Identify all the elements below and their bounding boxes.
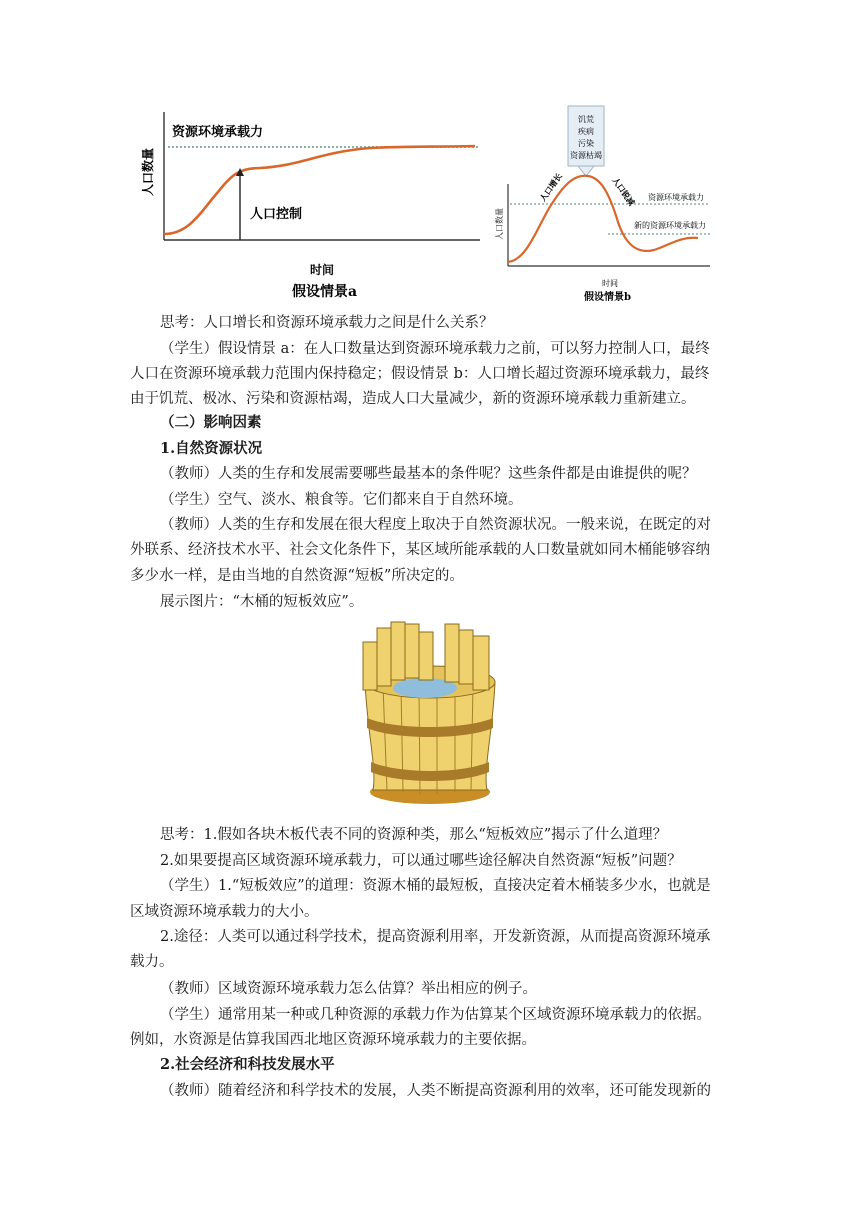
para-5a: （教师）人类的生存和发展在很大程度上取决于自然资源状况。一般来说，在既定的对 <box>160 517 711 533</box>
para-7: 思考：1.假如各块木板代表不同的资源种类，那么“短板效应”揭示了什么道理？ <box>160 827 668 843</box>
para-9b: 区域资源环境承载力的大小。 <box>130 904 319 920</box>
para-6: 展示图片：“木桶的短板效应”。 <box>160 594 364 610</box>
heading-factors: （二）影响因素 <box>160 414 262 431</box>
para-5b: 外联系、经济技术水平、社会文化条件下，某区域所能承载的人口数量就如同木桶能够容纳 <box>130 542 710 558</box>
x-label: 时间 <box>310 263 335 277</box>
caption-b: 假设情景b <box>584 292 631 303</box>
para-2b: 人口在资源环境承载力范围内保持稳定；假设情景 b：人口增长超过资源环境承载力，最终 <box>130 366 710 382</box>
fall-label: 人口锐减 <box>610 175 637 208</box>
caption-a: 假设情景a <box>292 284 358 300</box>
para-9a: （学生）1.“短板效应”的道理：资源木桶的最短板，直接决定着木桶装多少水，也就是 <box>160 878 711 894</box>
callout-3: 污染 <box>578 139 594 148</box>
para-12a: （学生）通常用某一种或几种资源的承载力作为估算某个区域资源环境承载力的依据。 <box>160 1007 711 1023</box>
control-label: 人口控制 <box>250 206 303 221</box>
figure-scenario-b <box>495 104 720 304</box>
population-curve <box>164 146 475 234</box>
para-2c: 由于饥荒、极冰、污染和资源枯竭，造成人口大量减少，新的资源环境承载力重新建立。 <box>130 391 696 407</box>
para-11: （教师）区域资源环境承载力怎么估算？举出相应的例子。 <box>160 981 537 997</box>
para-2a: （学生）假设情景 a：在人口数量达到资源环境承载力之前，可以努力控制人口，最终 <box>160 341 710 357</box>
x-label: 时间 <box>602 279 618 288</box>
capacity-label: 资源环境承载力 <box>172 124 264 139</box>
capacity-label: 资源环境承载力 <box>648 193 704 202</box>
rise-label: 人口增长 <box>538 171 564 204</box>
population-curve <box>508 176 698 262</box>
y-label: 人口数量 <box>141 147 155 196</box>
para-5c: 多少水一样，是由当地的自然资源“短板”所决定的。 <box>130 568 464 584</box>
heading-economy: 2.社会经济和科技发展水平 <box>160 1056 335 1073</box>
para-3: （教师）人类的生存和发展需要哪些最基本的条件呢？这些条件都是由谁提供的呢？ <box>160 466 697 482</box>
y-label: 人口数量 <box>495 208 504 240</box>
heading-natural: 1.自然资源状况 <box>160 440 263 457</box>
para-4: （学生）空气、淡水、粮食等。它们都来自于自然环境。 <box>160 492 523 508</box>
para-12b: 例如，水资源是估算我国西北地区资源环境承载力的主要依据。 <box>130 1032 536 1048</box>
callout-1: 饥荒 <box>578 115 594 124</box>
para-10b: 载力。 <box>130 954 174 970</box>
callout-2: 疾病 <box>578 127 594 136</box>
para-8: 2.如果要提高区域资源环境承载力，可以通过哪些途径解决自然资源“短板”问题？ <box>160 853 682 869</box>
wooden-barrel-illustration <box>355 620 505 810</box>
figure-scenario-a <box>140 100 490 300</box>
callout-4: 资源枯竭 <box>570 151 602 160</box>
para-10a: 2.途径：人类可以通过科学技术，提高资源利用率，开发新资源，从而提高资源环境承 <box>160 929 711 945</box>
new-capacity-label: 新的资源环境承载力 <box>634 221 706 230</box>
para-1: 思考：人口增长和资源环境承载力之间是什么关系？ <box>160 315 494 331</box>
para-13: （教师）随着经济和科学技术的发展，人类不断提高资源利用的效率，还可能发现新的 <box>160 1083 711 1099</box>
